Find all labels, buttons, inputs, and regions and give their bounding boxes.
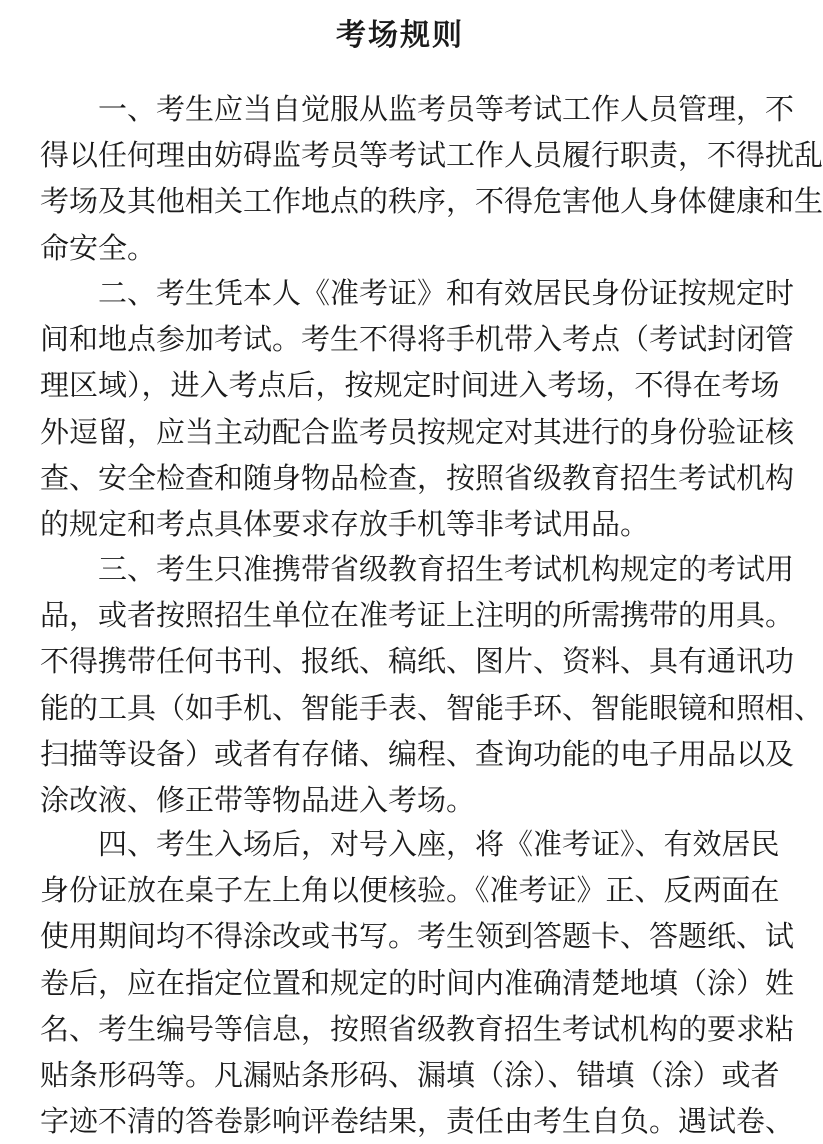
article-1-line-4: 命安全。 <box>40 230 157 265</box>
article-3-line-5: 扫描等设备）或者有存储、编程、查询功能的电子用品以及 <box>40 736 795 771</box>
article-3-line-6: 涂改液、修正带等物品进入考场。 <box>40 782 476 817</box>
article-4-line-1: 四、考生入场后，对号入座，将《准考证》、有效居民 <box>40 827 780 861</box>
article-1-line-1: 一、考生应当自觉服从监考员等考试工作人员管理，不 <box>40 92 795 126</box>
article-4-line-5: 名、考生编号等信息，按照省级教育招生考试机构的要求粘 <box>40 1011 795 1046</box>
article-2-line-1: 二、考生凭本人《准考证》和有效居民身份证按规定时 <box>40 276 795 310</box>
article-3-line-3: 不得携带任何书刊、报纸、稿纸、图片、资料、具有通讯功 <box>40 644 795 679</box>
article-4-line-4: 卷后，应在指定位置和规定的时间内准确清楚地填（涂）姓 <box>40 965 795 1000</box>
article-2-line-5: 查、安全检查和随身物品检查，按照省级教育招生考试机构 <box>40 460 795 495</box>
article-2-line-3: 理区域），进入考点后，按规定时间进入考场，不得在考场 <box>40 368 780 403</box>
article-4-line-6: 贴条形码等。凡漏贴条形码、漏填（涂）、错填（涂）或者 <box>40 1057 780 1092</box>
article-4-line-3: 使用期间均不得涂改或书写。考生领到答题卡、答题纸、试 <box>40 919 795 954</box>
article-4 <box>40 821 795 1144</box>
article-4-line-2: 身份证放在桌子左上角以便核验。《准考证》正、反两面在 <box>40 873 780 908</box>
article-2-line-2: 间和地点参加考试。考生不得将手机带入考点（考试封闭管 <box>40 322 795 357</box>
article-1 <box>40 86 823 271</box>
article-2 <box>40 270 795 547</box>
document-title: 考场规则 <box>336 18 464 53</box>
article-3 <box>40 546 823 823</box>
article-4-line-7: 字迹不清的答卷影响评卷结果，责任由考生自负。遇试卷、 <box>40 1104 795 1139</box>
article-3-line-4: 能的工具（如手机、智能手表、智能手环、智能眼镜和照相、 <box>40 690 823 725</box>
article-2-line-4: 外逗留，应当主动配合监考员按规定对其进行的身份验证核 <box>40 414 795 449</box>
article-3-line-1: 三、考生只准携带省级教育招生考试机构规定的考试用 <box>40 552 795 586</box>
article-1-line-2: 得以任何理由妨碍监考员等考试工作人员履行职责，不得扰乱 <box>40 138 823 173</box>
article-2-line-6: 的规定和考点具体要求存放手机等非考试用品。 <box>40 506 650 541</box>
article-1-line-3: 考场及其他相关工作地点的秩序，不得危害他人身体健康和生 <box>40 184 823 219</box>
article-3-line-2: 品，或者按照招生单位在准考证上注明的所需携带的用具。 <box>40 598 795 633</box>
